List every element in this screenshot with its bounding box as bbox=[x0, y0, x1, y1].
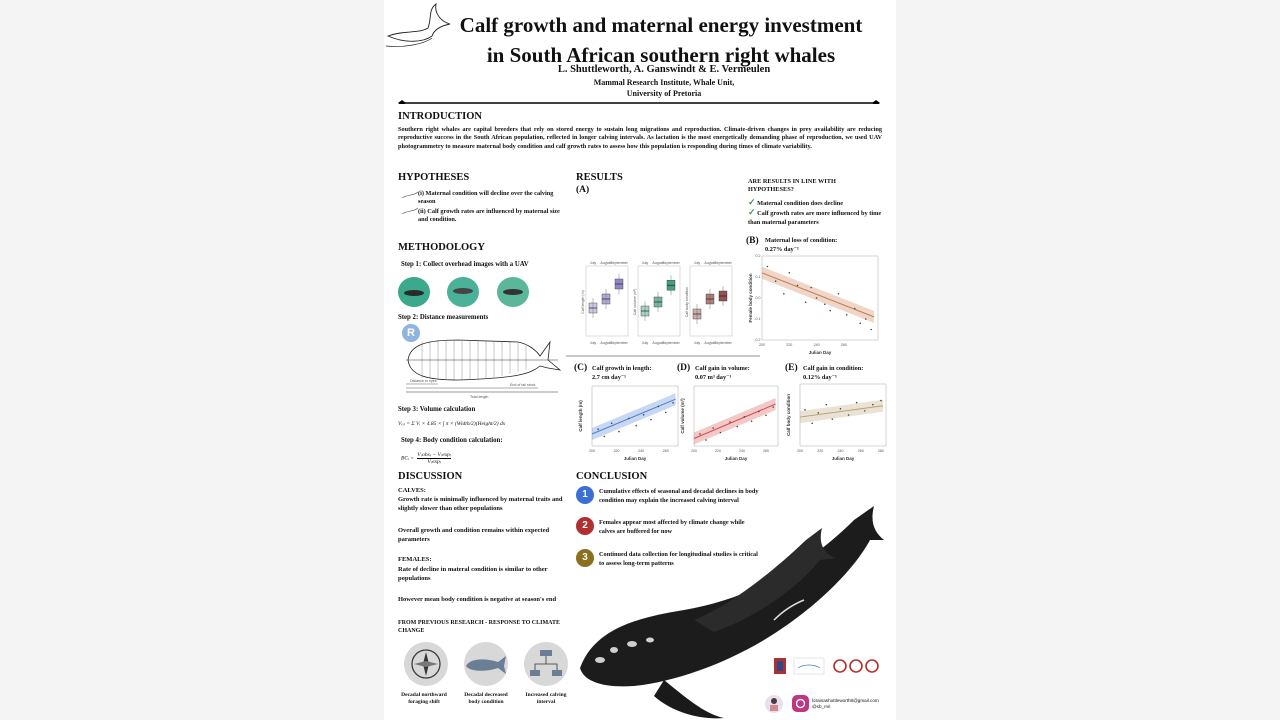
hypotheses-check-box bbox=[748, 178, 888, 227]
data-point bbox=[712, 427, 714, 429]
data-point bbox=[811, 422, 813, 424]
panel-b-title-line-1: Maternal loss of condition: bbox=[765, 237, 838, 244]
data-point bbox=[611, 422, 613, 424]
panel-c-title bbox=[592, 365, 652, 382]
uav-images bbox=[396, 274, 536, 310]
southern-right-whale-illustration bbox=[574, 500, 896, 720]
compass-icon bbox=[404, 642, 448, 686]
data-point bbox=[758, 411, 760, 413]
females-text-1: Rate of decline in materal condition is similar to other populations bbox=[398, 566, 548, 582]
y-axis-label: Calf body condition bbox=[786, 394, 791, 436]
data-point bbox=[846, 314, 848, 316]
diagram-label-total: Total length bbox=[470, 395, 489, 399]
x-tick-label: 200 bbox=[759, 343, 765, 347]
data-point bbox=[797, 285, 799, 287]
authors: L. Shuttleworth, A. Ganswindt & E. Vermeulen bbox=[557, 64, 771, 75]
institution-logos bbox=[774, 654, 884, 684]
panel-d-title bbox=[695, 365, 750, 382]
data-point bbox=[783, 293, 785, 295]
data-point bbox=[817, 412, 819, 414]
step-4-label: Step 4: Body condition calculation: bbox=[401, 437, 503, 444]
diagram-label-eyes: Distance to eyes bbox=[410, 379, 437, 383]
data-point bbox=[870, 329, 872, 331]
females-heading: FEMALES: bbox=[398, 556, 432, 563]
introduction-heading: INTRODUCTION bbox=[398, 111, 483, 122]
panel-d-title-line-1: Calf gain in volume: bbox=[695, 365, 750, 372]
conclusion-number-1: 1 bbox=[576, 486, 594, 504]
uav-image-3 bbox=[497, 277, 529, 307]
data-point bbox=[840, 408, 842, 410]
data-point bbox=[720, 432, 722, 434]
y-tick-label: 0.1 bbox=[755, 275, 761, 280]
check-item-1 bbox=[748, 198, 888, 208]
conclusion-number-2: 2 bbox=[576, 517, 594, 535]
title-line-2: in South African southern right whales bbox=[486, 43, 836, 67]
panel-c-title-line-2: 2.7 cm day⁻¹ bbox=[592, 373, 627, 381]
data-point bbox=[597, 428, 599, 430]
institution-line-2: University of Pretoria bbox=[626, 89, 702, 98]
data-point bbox=[854, 308, 856, 310]
data-point bbox=[775, 280, 777, 282]
data-point bbox=[699, 433, 701, 435]
contact-email[interactable]: lorainashuttleworth8@gmail.com bbox=[812, 698, 879, 703]
check-question-line-1: ARE RESULTS IN LINE WITH bbox=[748, 178, 836, 185]
data-point bbox=[856, 402, 858, 404]
university-crest-icon bbox=[774, 658, 786, 674]
data-point bbox=[765, 414, 767, 416]
x-tick-label: 240 bbox=[813, 343, 820, 347]
boxplot-category-top: August bbox=[704, 261, 716, 265]
data-point bbox=[804, 409, 806, 411]
conclusion-text-2: Females appear most affected by climate change while calves are buffered for now bbox=[599, 519, 745, 535]
icon-caption-2: Decadal decreased body condition bbox=[464, 692, 508, 705]
boxplot-category-label: August bbox=[600, 341, 612, 345]
institution-line-1: Mammal Research Institute, Whale Unit, bbox=[593, 78, 735, 87]
data-point bbox=[672, 402, 674, 404]
data-point bbox=[618, 431, 620, 433]
boxplot-category-label: July bbox=[641, 341, 649, 345]
y-axis-label: Female body condition bbox=[748, 273, 753, 323]
results-heading: RESULTS bbox=[576, 172, 623, 183]
conclusion-text-1: Cumulative effects of seasonal and decadal declines in body condition may explain the increased calving interval bbox=[599, 488, 759, 504]
data-point bbox=[880, 400, 882, 402]
check-text-1: Maternal condition does decline bbox=[757, 199, 844, 207]
x-tick-label: 200 bbox=[797, 449, 803, 453]
data-point bbox=[767, 266, 769, 268]
boxplot-category-top: August bbox=[652, 261, 664, 265]
author-avatar bbox=[765, 695, 783, 713]
hypotheses-list bbox=[418, 190, 568, 225]
x-axis-label: Julian Day bbox=[724, 456, 748, 461]
boxplot-category-label: August bbox=[704, 341, 716, 345]
contact-handle[interactable]: @sb_mri bbox=[812, 704, 831, 709]
x-tick-label: 240 bbox=[837, 449, 844, 453]
data-point bbox=[872, 404, 874, 406]
calves-heading: CALVES: bbox=[398, 487, 426, 494]
data-point bbox=[751, 420, 753, 422]
panel-e-title-line-1: Calf gain in condition: bbox=[803, 365, 864, 372]
institution bbox=[444, 77, 884, 99]
previous-research-heading: FROM PREVIOUS RESEARCH - RESPONSE TO CLIMATE CHANGE bbox=[398, 620, 561, 634]
step-3-label: Step 3: Volume calculation bbox=[398, 406, 476, 413]
x-tick-label: 260 bbox=[840, 343, 847, 347]
panel-d-title-line-2: 0.07 m³ day⁻¹ bbox=[695, 373, 732, 381]
data-point bbox=[805, 301, 807, 303]
step-1-label: Step 1: Collect overhead images with a UAV bbox=[401, 261, 529, 268]
conclusion-heading: CONCLUSION bbox=[576, 471, 648, 482]
panel-c-label: (C) bbox=[574, 363, 588, 373]
data-point bbox=[859, 322, 861, 324]
data-point bbox=[729, 421, 731, 423]
contact-icons bbox=[764, 692, 810, 718]
volume-equation: V₍ᵢ₎ = Σ Vᵢ × 4.85 × ∫ π × (Width/2)(Height/2) dx bbox=[398, 421, 506, 427]
data-point bbox=[788, 272, 790, 274]
diagram-label-tail: End of tail stock bbox=[510, 383, 536, 387]
uav-image-2 bbox=[447, 277, 479, 307]
check-item-2 bbox=[748, 208, 888, 227]
data-point bbox=[744, 416, 746, 418]
data-point bbox=[665, 412, 667, 414]
bc-equation-denominator: V₍exp₎ bbox=[427, 459, 442, 465]
icon-caption-1: Decadal northward foraging shift bbox=[401, 692, 447, 705]
data-point bbox=[650, 419, 652, 421]
step-2-label: Step 2: Distance measurements bbox=[398, 314, 489, 321]
chart-b-scatter bbox=[748, 252, 882, 356]
x-tick-label: 260 bbox=[763, 449, 769, 453]
hypothesis-1: (i) Maternal condition will decline over the calving season bbox=[418, 190, 554, 206]
contact-info bbox=[812, 698, 879, 710]
x-tick-label: 200 bbox=[589, 449, 595, 453]
boxplot-category-label: September bbox=[662, 341, 680, 345]
boxplot-y-label: Calf volume (m³) bbox=[633, 288, 637, 316]
poster bbox=[384, 0, 896, 720]
introduction-text: Southern right whales are capital breeders that rely on stored energy to sustain long migrations and reproduction. Climate-driven changes in prey availability are reducing reproductive success in the South African population, reflected in longer calving intervals. As lactation is the most energetically demanding phase of reproduction, we used UAV photogrammetry to measure maternal body condition and calf growth rates to assess how this population is responding during times of climate variability. bbox=[398, 126, 882, 150]
conclusion-text-3: Continued data collection for longitudinal studies is critical to assess long-term patterns bbox=[599, 551, 758, 567]
whale-icon bbox=[464, 642, 508, 686]
data-point bbox=[864, 410, 866, 412]
calves-text-2: Overall growth and condition remains within expected parameters bbox=[398, 527, 550, 543]
data-point bbox=[816, 297, 818, 299]
x-axis-label: Julian Day bbox=[623, 456, 647, 461]
previous-research-icons bbox=[398, 640, 578, 690]
x-tick-label: 220 bbox=[786, 343, 793, 347]
boxplot-category-top: September bbox=[662, 261, 680, 265]
data-point bbox=[635, 425, 637, 427]
data-point bbox=[826, 404, 828, 406]
panel-c-title-line-1: Calf growth in length: bbox=[592, 365, 652, 372]
check-text-2: Calf growth rates are more influenced by time than maternal parameters bbox=[748, 210, 882, 226]
header-divider bbox=[398, 100, 880, 104]
boxplot-category-top: August bbox=[600, 261, 612, 265]
boxplot-category-label: July bbox=[589, 341, 597, 345]
panel-a-label: (A) bbox=[576, 185, 590, 195]
x-axis-label: Julian Day bbox=[808, 350, 832, 355]
boxplot-category-label: September bbox=[610, 341, 628, 345]
chart-a-boxplots bbox=[578, 258, 746, 348]
boxplot-category-top: July bbox=[693, 261, 701, 265]
hypotheses-heading: HYPOTHESES bbox=[398, 172, 470, 183]
data-point bbox=[829, 310, 831, 312]
boxplot-category-top: September bbox=[610, 261, 628, 265]
panel-d-label: (D) bbox=[677, 363, 691, 373]
uav-image-1 bbox=[398, 277, 430, 307]
x-tick-label: 220 bbox=[715, 449, 721, 453]
check-icon: ✓ bbox=[748, 196, 756, 207]
x-tick-label: 200 bbox=[691, 449, 697, 453]
panel-b-label: (B) bbox=[746, 236, 759, 246]
poster-title bbox=[436, 10, 886, 70]
x-tick-label: 260 bbox=[662, 449, 669, 453]
boxplot-category-top: July bbox=[641, 261, 649, 265]
check-question bbox=[748, 178, 888, 195]
data-point bbox=[772, 406, 774, 408]
title-line-1: Calf growth and maternal energy investment bbox=[459, 13, 863, 37]
boxplot-category-label: August bbox=[652, 341, 664, 345]
boxplot-y-label: Calf length (m) bbox=[581, 290, 585, 314]
conclusion-number-3: 3 bbox=[576, 549, 594, 567]
panel-e-label: (E) bbox=[785, 363, 798, 373]
chart-e-scatter bbox=[786, 380, 890, 462]
y-tick-label: 0.2 bbox=[755, 254, 761, 259]
data-point bbox=[643, 414, 645, 416]
family-tree-icon bbox=[524, 642, 568, 686]
data-point bbox=[603, 436, 605, 438]
whale-tail-small-icon bbox=[400, 188, 420, 222]
data-point bbox=[838, 293, 840, 295]
data-point bbox=[848, 414, 850, 416]
check-question-line-2: HYPOTHESES? bbox=[748, 186, 794, 194]
females-text-2: However mean body condition is negative at season's end bbox=[398, 596, 557, 603]
bc-equation bbox=[401, 452, 451, 465]
r-logo-icon: R bbox=[402, 324, 420, 342]
x-tick-label: 280 bbox=[877, 449, 884, 453]
data-point bbox=[865, 318, 867, 320]
x-tick-label: 260 bbox=[857, 449, 864, 453]
icon-caption-3: Increased calving interval bbox=[525, 692, 567, 705]
chart-d-scatter bbox=[680, 382, 782, 462]
data-point bbox=[824, 304, 826, 306]
x-tick-label: 240 bbox=[638, 449, 645, 453]
x-tick-label: 220 bbox=[817, 449, 824, 453]
chart-c-scatter bbox=[578, 382, 682, 462]
x-tick-label: 240 bbox=[739, 449, 745, 453]
boxplot-category-label: September bbox=[714, 341, 732, 345]
data-point bbox=[810, 287, 812, 289]
check-icon: ✓ bbox=[748, 207, 756, 218]
y-axis-label: Calf length (m) bbox=[578, 400, 583, 432]
calves-text-1: Growth rate is minimally influenced by maternal traits and slightly slower than other populations bbox=[398, 496, 563, 512]
hypothesis-2: (ii) Calf growth rates are influenced by maternal size and condition. bbox=[418, 207, 560, 224]
mri-logo-icon bbox=[834, 660, 878, 672]
boxplot-category-top: July bbox=[589, 261, 597, 265]
whale-unit-logo-icon bbox=[794, 658, 824, 674]
y-tick-label: -0.2 bbox=[754, 338, 761, 343]
data-point bbox=[832, 418, 834, 420]
y-tick-label: -0.1 bbox=[754, 317, 761, 322]
boxplot-y-label: Calf body condition bbox=[685, 286, 689, 318]
data-point bbox=[736, 426, 738, 428]
methodology-heading: METHODOLOGY bbox=[398, 242, 485, 253]
y-axis-label: Calf volume (m³) bbox=[680, 398, 685, 434]
panel-e-title-line-2: 0.12% day⁻¹ bbox=[803, 373, 837, 381]
panel-b-title-line-2: 0.27% day⁻¹ bbox=[765, 245, 799, 253]
data-point bbox=[628, 418, 630, 420]
instagram-icon bbox=[792, 695, 809, 712]
bc-equation-numerator: V₍obs₎ − V₍exp₎ bbox=[417, 452, 452, 458]
x-tick-label: 220 bbox=[613, 449, 620, 453]
y-tick-label: 0.0 bbox=[755, 296, 761, 301]
boxplot-category-top: September bbox=[714, 261, 732, 265]
boxplot-category-label: July bbox=[693, 341, 701, 345]
bc-equation-left: BCᵢ = bbox=[401, 455, 414, 462]
discussion-heading: DISCUSSION bbox=[398, 471, 463, 482]
data-point bbox=[658, 406, 660, 408]
x-axis-label: Julian Day bbox=[831, 456, 855, 461]
data-point bbox=[705, 439, 707, 441]
whale-measurement-diagram bbox=[398, 326, 568, 402]
